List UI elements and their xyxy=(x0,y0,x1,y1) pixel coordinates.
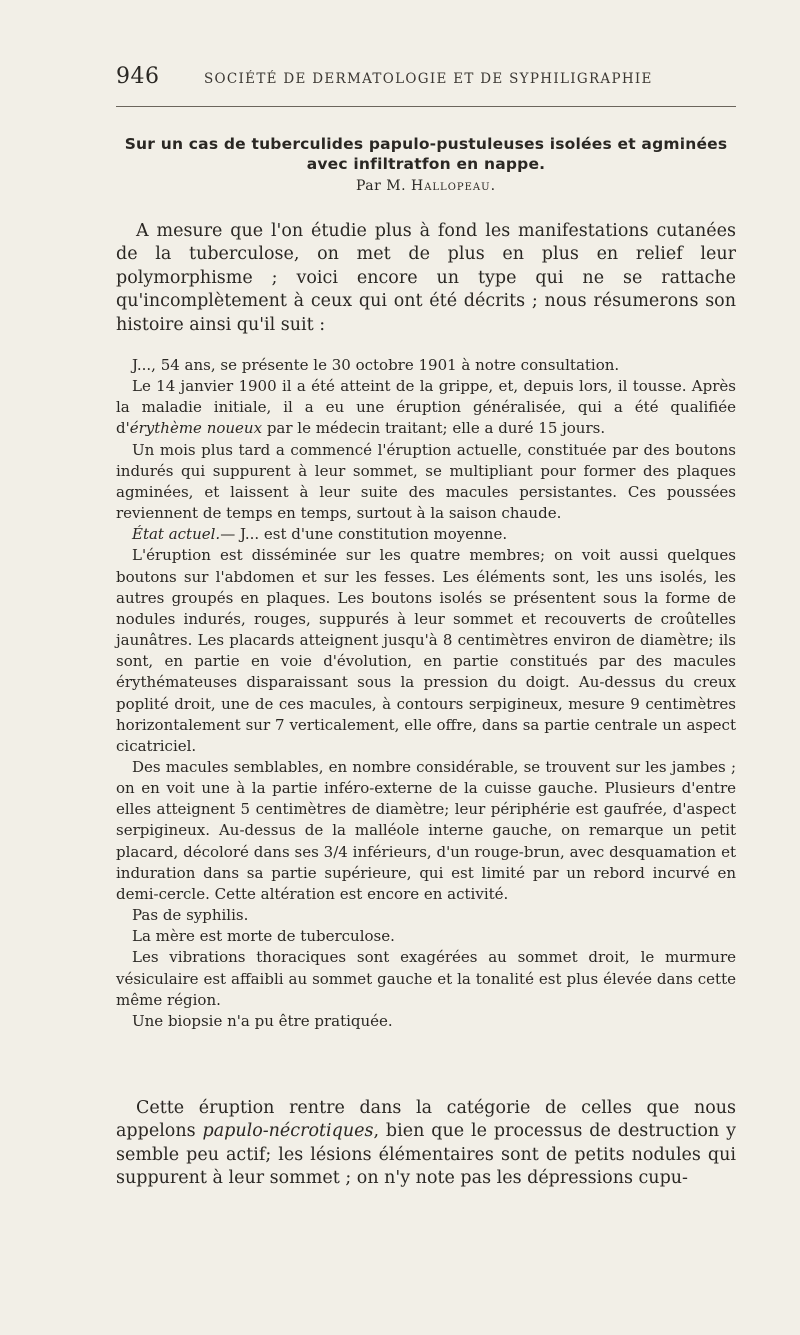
case-paragraph-7: Pas de syphilis. xyxy=(132,906,249,925)
case-paragraph-1: J..., 54 ans, se présente le 30 octobre 1901 à notre consultation. xyxy=(132,356,620,374)
case-paragraph-3: Un mois plus tard a commencé l'éruption actuelle, constituée par des boutons indurés qui suppurent à leur sommet, se multipliant pour former des plaques agminées, et laissent à leur suite des macules persistantes. Ces poussées reviennent de temps en temps, surtout à la saison chaude. xyxy=(116,440,736,523)
byline xyxy=(116,178,736,194)
title-line-2: avec infiltratfon en nappe. xyxy=(306,155,546,173)
case-paragraph-10: Une biopsie n'a pu être pratiquée. xyxy=(132,1011,393,1030)
conclusion-paragraph: Cette éruption rentre dans la catégorie de celles que nous appelons papulo-nécrotiques, bien que le processus de destruction y semble peu actif; les lésions élémentaires sont de petits nodules qui suppurent à leur sommet ; on n'y note pas les dépressions cupu- xyxy=(116,1098,736,1189)
running-head: SOCIÉTÉ DE DERMATOLOGIE ET DE SYPHILIGRAPHIE xyxy=(204,71,653,87)
case-paragraph-5: L'éruption est disséminée sur les quatre membres; on voit aussi quelques boutons sur l'abdomen et sur les fesses. Les éléments sont, les uns isolés, les autres groupés en plaques. Les boutons isolés se présentent sous la forme de nodules indurés, rouges, suppurés à leur sommet et recouverts de croûtelles jaunâtres. Les placards atteignent jusqu'à 8 centimètres environ de diamètre; ils sont, en partie en voie d'évolution, en partie constitués par des macules érythémateuses disparaissant sous la pression du doigt. Au-dessus du creux poplité droit, une de ces macules, à contours serpigineux, mesure 9 centimètres horizontalement sur 7 verticalement, elle offre, dans sa partie centrale un aspect cicatriciel. xyxy=(116,546,736,755)
italic-term: érythème noueux xyxy=(129,419,263,438)
case-paragraph-8: La mère est morte de tuberculose. xyxy=(132,927,395,946)
section-label: État actuel. xyxy=(132,525,221,544)
case-paragraph-9: Les vibrations thoraciques sont exagérées au sommet droit, le murmure vésiculaire est affaibli au sommet gauche et la tonalité est plus élevée dans cette même région. xyxy=(116,948,736,1009)
header-rule xyxy=(116,106,736,107)
article-title xyxy=(116,134,736,174)
byline-author: Hallopeau. xyxy=(410,178,497,194)
byline-prefix: Par M. xyxy=(355,178,407,194)
page-header xyxy=(116,62,736,92)
case-paragraph-2: Le 14 janvier 1900 il a été atteint de la grippe, et, depuis lors, il tousse. Après la maladie initiale, il a eu une éruption généralisée, qui a été qualifiée d'érythème noueux par le médecin traitant; elle a duré 15 jours. xyxy=(116,377,736,438)
case-paragraph-6: Des macules semblables, en nombre considérable, se trouvent sur les jambes ; on en voit une à la partie inféro-externe de la cuisse gauche. Plusieurs d'entre elles atteignent 5 centimètres de diamètre; leur périphérie est gaufrée, d'aspect serpigineux. Au-dessus de la malléole interne gauche, on remarque un petit placard, décoloré dans ses 3/4 inférieurs, d'un rouge-brun, avec desquamation et induration dans sa partie supérieure, qui est limité par un rebord incurvé en demi-cercle. Cette altération est encore en activité. xyxy=(116,757,736,903)
intro-paragraph: A mesure que l'on étudie plus à fond les manifestations cutanées de la tuberculose, on met de plus en plus en relief leur polymorphisme ; voici encore un type qui ne se rattache qu'incomplètement à ceux qui ont été décrits ; nous résumerons son histoire ainsi qu'il suit : xyxy=(116,221,736,335)
title-line-1: Sur un cas de tuberculides papulo-pustuleuses isolées et agminées xyxy=(124,135,728,153)
case-report xyxy=(116,355,736,1032)
italic-term: papulo-nécrotiques xyxy=(202,1121,374,1142)
case-paragraph-4: État actuel.— J... est d'une constitution moyenne. xyxy=(132,525,508,544)
page-number: 946 xyxy=(116,64,160,89)
